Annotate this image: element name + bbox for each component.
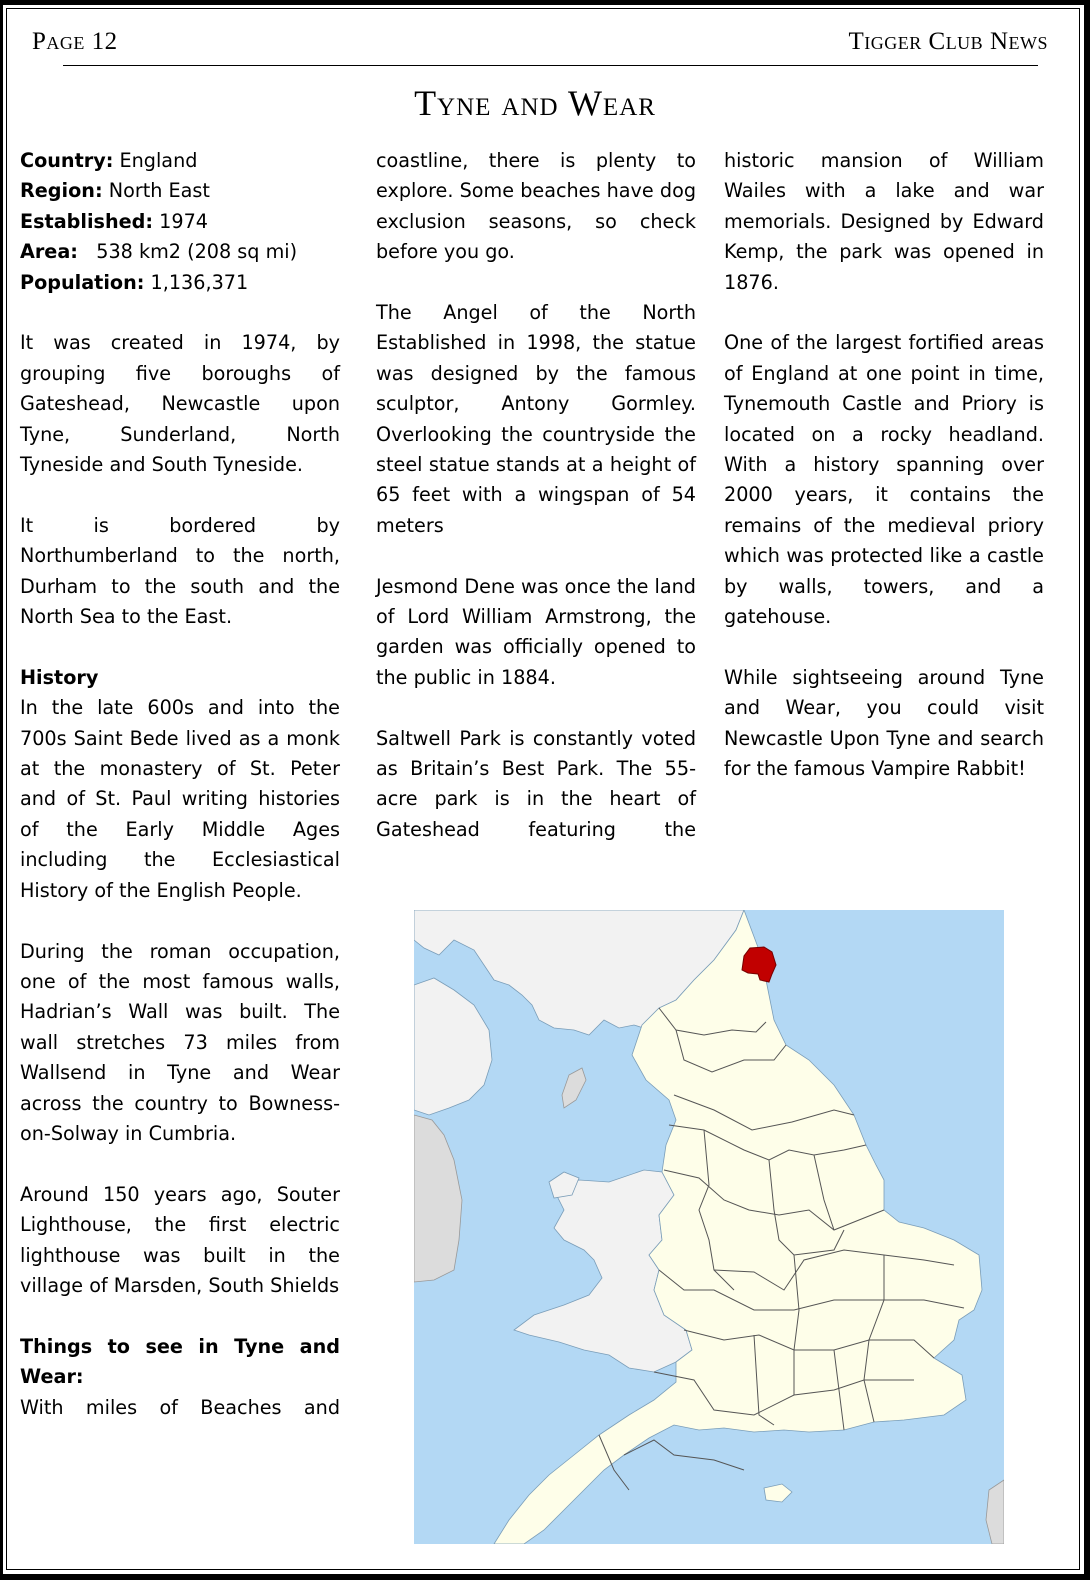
fact-label: Area: bbox=[20, 240, 78, 264]
paragraph-vampire-rabbit: While sightseeing around Tyne and Wear, you could visit Newcastle Upon Tyne and search for the famous Vampire Rabbit! bbox=[724, 665, 1044, 781]
history-heading: History bbox=[20, 665, 99, 689]
paragraph-coastline: coastline, there is plenty to explore. Some beaches have dog exclusion seasons, so check before you go. bbox=[376, 149, 696, 264]
fact-area bbox=[20, 237, 340, 267]
england-locator-map bbox=[414, 910, 1004, 1544]
article-title: Tyne and Wear bbox=[414, 83, 656, 123]
fact-population bbox=[20, 268, 340, 298]
paragraph-borders: It is bordered by Northumberland to the north, Durham to the south and the North Sea to the East. bbox=[20, 513, 340, 629]
paragraph-saltwell-park: Saltwell Park is constantly voted as Britain’s Best Park. The 55-acre park is in the heart of Gateshead featuring the bbox=[376, 726, 696, 841]
fact-label: Country: bbox=[20, 149, 114, 172]
fact-established bbox=[20, 207, 340, 237]
fact-value: 1974 bbox=[159, 209, 208, 233]
map-graphic bbox=[414, 910, 1004, 1544]
page-number: Page 12 bbox=[32, 28, 118, 55]
fact-label: Region: bbox=[20, 179, 103, 203]
fact-list bbox=[20, 146, 340, 298]
column-1 bbox=[20, 146, 340, 1423]
column-2 bbox=[376, 146, 696, 876]
paragraph-created: It was created in 1974, by grouping five boroughs of Gateshead, Newcastle upon Tyne, Sunderland, North Tyneside and South Tyneside. bbox=[20, 331, 340, 477]
paragraph-beaches-start: With miles of Beaches and bbox=[20, 1395, 340, 1419]
paragraph-tynemouth-castle: One of the largest fortified areas of England at one point in time, Tynemouth Castle and Priory is located on a rocky headland. With a history spanning over 2000 years, it contains the remains of the medieval priory which was protected like a castle by walls, towers, and a gatehouse. bbox=[724, 331, 1044, 629]
header-divider bbox=[63, 65, 1038, 66]
fact-region bbox=[20, 176, 340, 206]
paragraph-souter-lighthouse: Around 150 years ago, Souter Lighthouse, the first electric lighthouse was built in the village of Marsden, South Shields bbox=[20, 1182, 340, 1297]
paragraph-jesmond-dene: Jesmond Dene was once the land of Lord William Armstrong, the garden was officially opened to the public in 1884. bbox=[376, 574, 696, 689]
fact-value: North East bbox=[108, 179, 210, 203]
fact-country bbox=[20, 146, 340, 176]
fact-value: 1,136,371 bbox=[150, 270, 249, 294]
fact-label: Established: bbox=[20, 209, 154, 233]
fact-label: Population: bbox=[20, 270, 145, 294]
publication-name: Tigger Club News bbox=[848, 28, 1048, 55]
fact-value: England bbox=[119, 149, 198, 172]
column-3 bbox=[724, 146, 1044, 815]
paragraph-angel-of-the-north: The Angel of the North Established in 1998, the statue was designed by the famous sculptor, Antony Gormley. Overlooking the countryside the steel statue stands at a height of 65 feet with a wingspan of 54 meters bbox=[376, 301, 696, 537]
paragraph-saltwell-mansion: historic mansion of William Wailes with a lake and war memorials. Designed by Edward Kemp, the park was opened in 1876. bbox=[724, 149, 1044, 294]
paragraph-saint-bede: In the late 600s and into the 700s Saint Bede lived as a monk at the monastery of St. Peter and of St. Paul writing histories of the Early Middle Ages including the Ecclesiastical History of the English People. bbox=[20, 696, 340, 902]
fact-value: 538 km2 (208 sq mi) bbox=[96, 240, 298, 264]
things-to-see-heading: Things to see in Tyne and Wear: bbox=[20, 1334, 340, 1389]
paragraph-hadrians-wall: During the roman occupation, one of the most famous walls, Hadrian’s Wall was built. The wall stretches 73 miles from Wallsend in Tyne and Wear across the country to Bowness-on-Solway in Cumbria. bbox=[20, 939, 340, 1145]
